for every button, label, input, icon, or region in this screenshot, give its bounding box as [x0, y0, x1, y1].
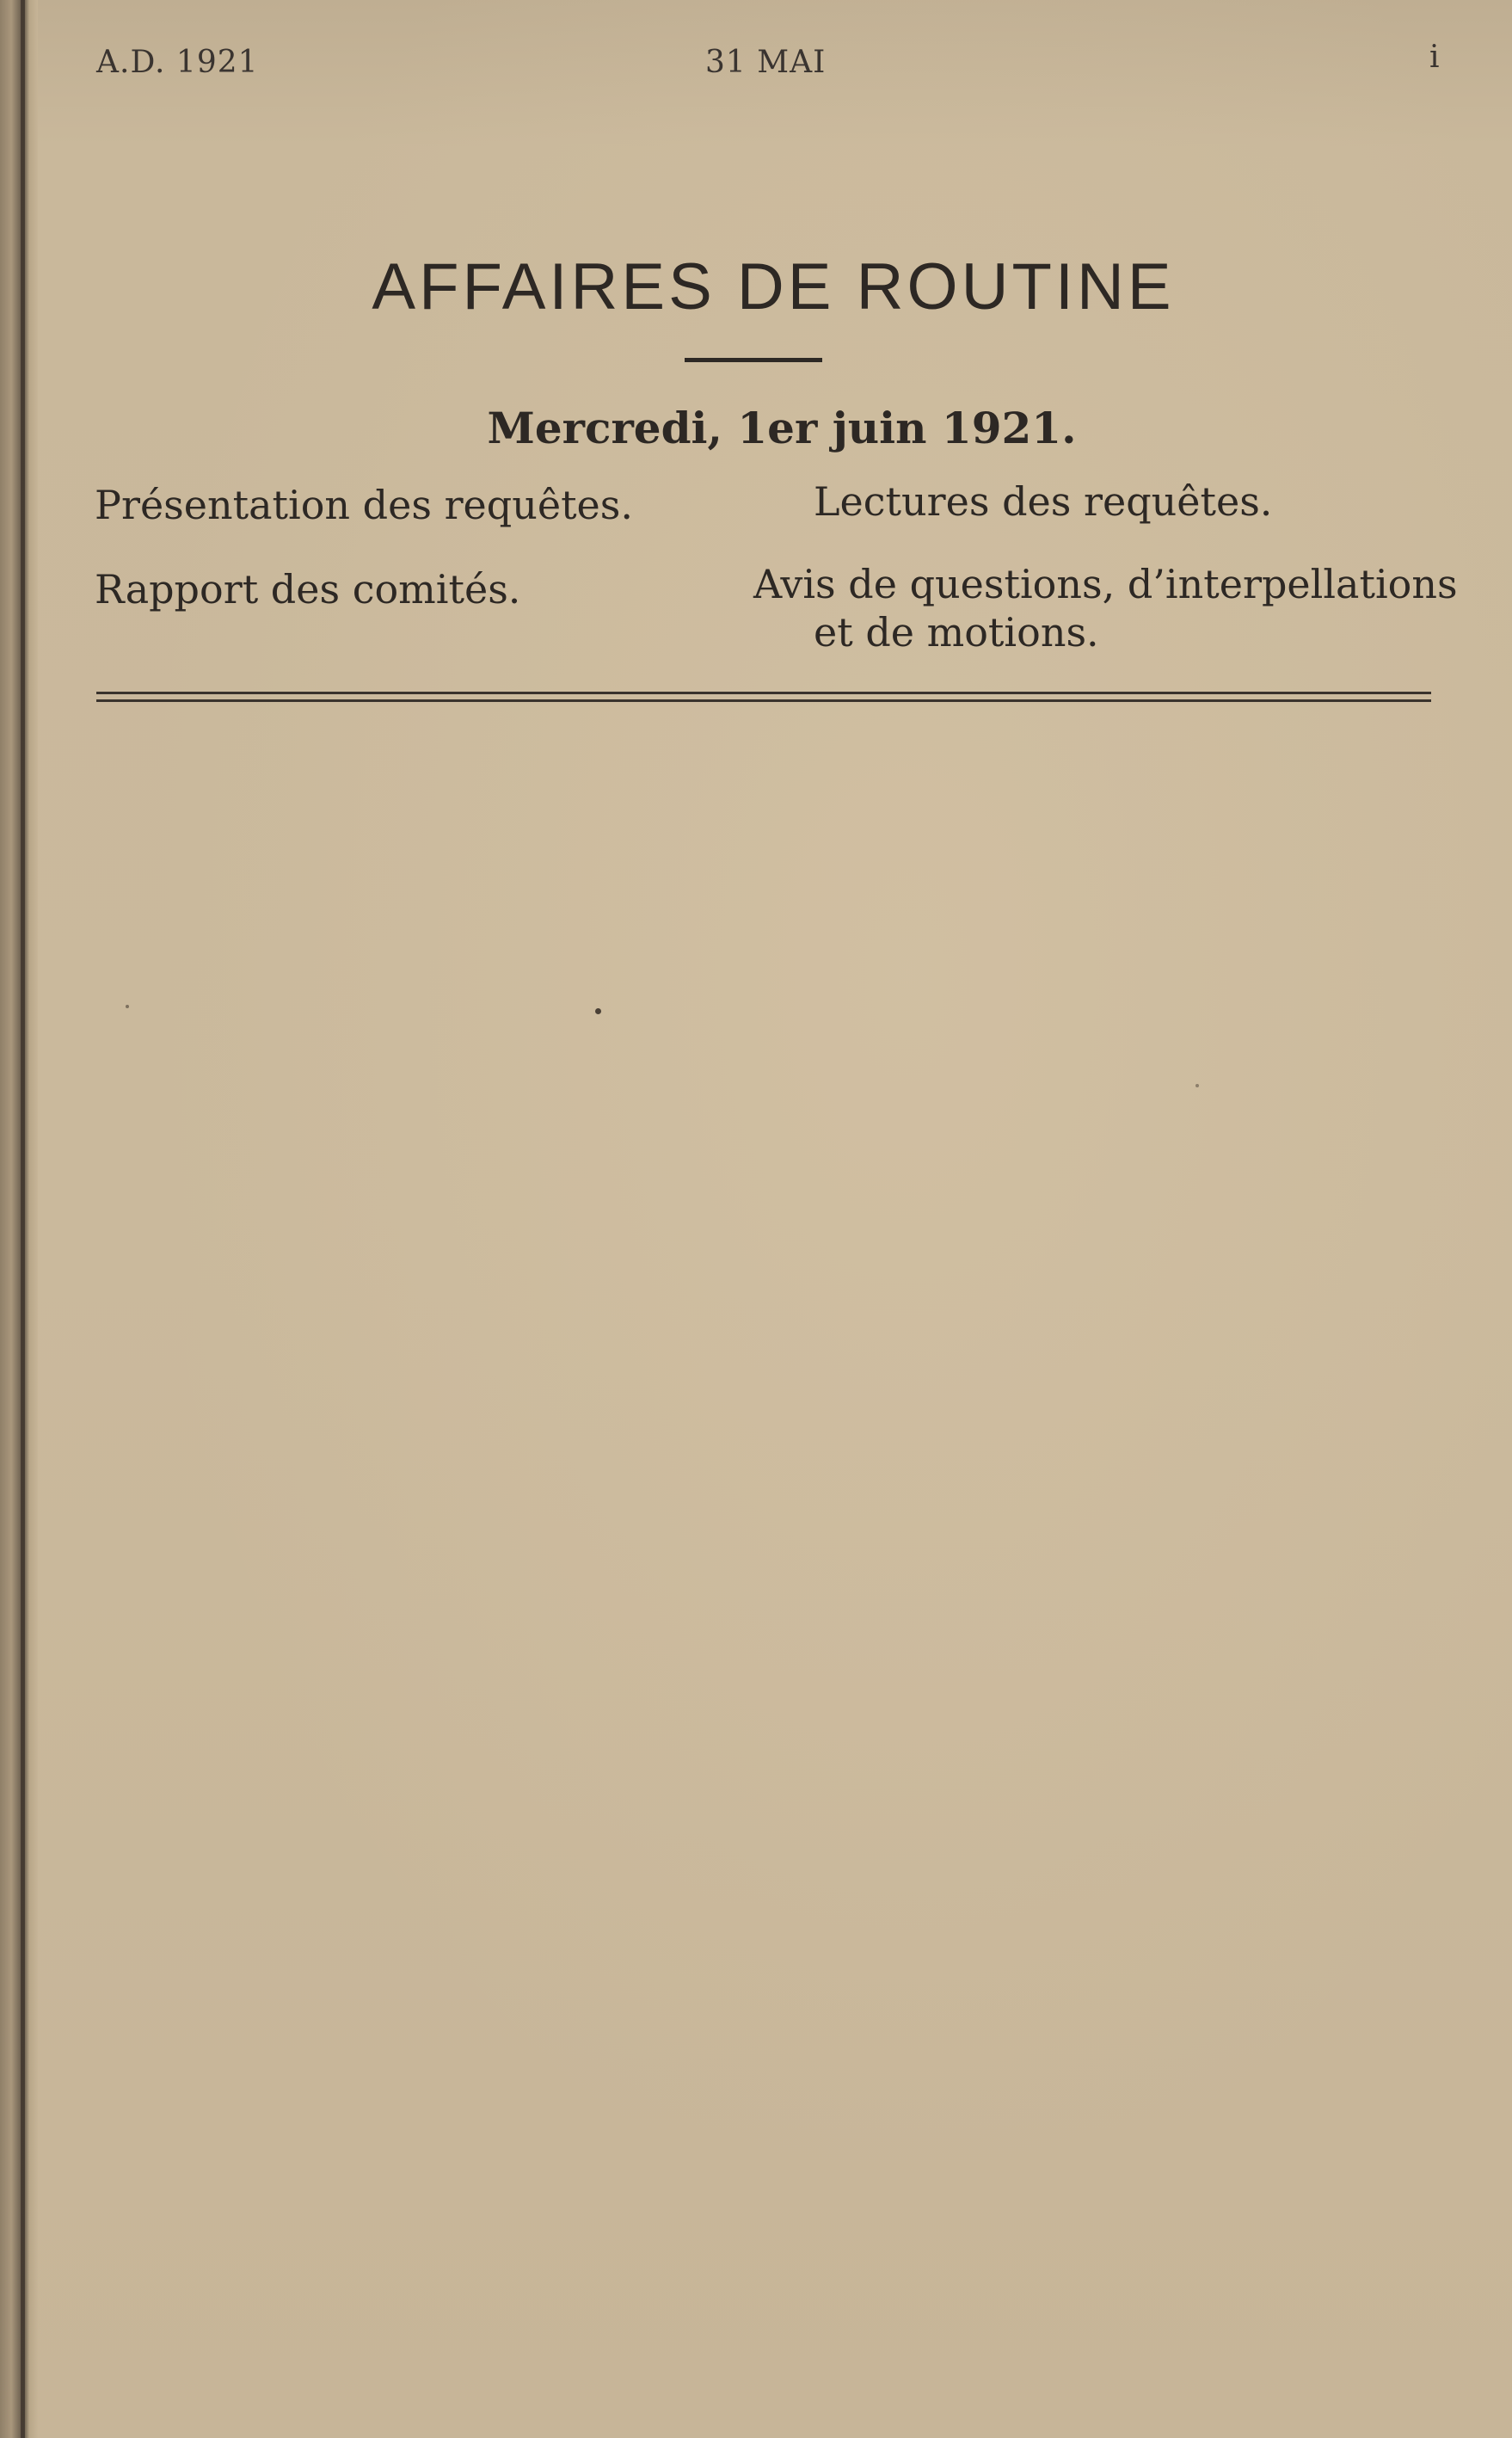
running-head-date: 31 MAI: [705, 45, 827, 80]
running-head-year: A.D. 1921: [96, 45, 259, 80]
routine-item: Lectures des requêtes.: [814, 478, 1273, 525]
rule-line-bottom: [96, 699, 1431, 702]
double-rule-divider: [96, 692, 1431, 704]
page-number: i: [1429, 40, 1441, 75]
binding-line: [21, 0, 25, 2438]
routine-item: Avis de questions, d’interpellations: [753, 561, 1458, 607]
page-title: AFFAIRES DE ROUTINE: [372, 250, 1175, 323]
paper-speck: [1195, 1084, 1199, 1087]
title-rule: [685, 358, 822, 362]
binding-edge: [0, 0, 38, 2438]
rule-line-top: [96, 692, 1431, 694]
routine-item: Rapport des comités.: [95, 566, 521, 613]
routine-item: Présentation des requêtes.: [95, 482, 634, 528]
paper-speck: [595, 1008, 601, 1014]
routine-item-continued: et de motions.: [814, 609, 1099, 656]
date-heading: Mercredi, 1er juin 1921.: [487, 403, 1077, 453]
paper-speck: [126, 1005, 129, 1008]
